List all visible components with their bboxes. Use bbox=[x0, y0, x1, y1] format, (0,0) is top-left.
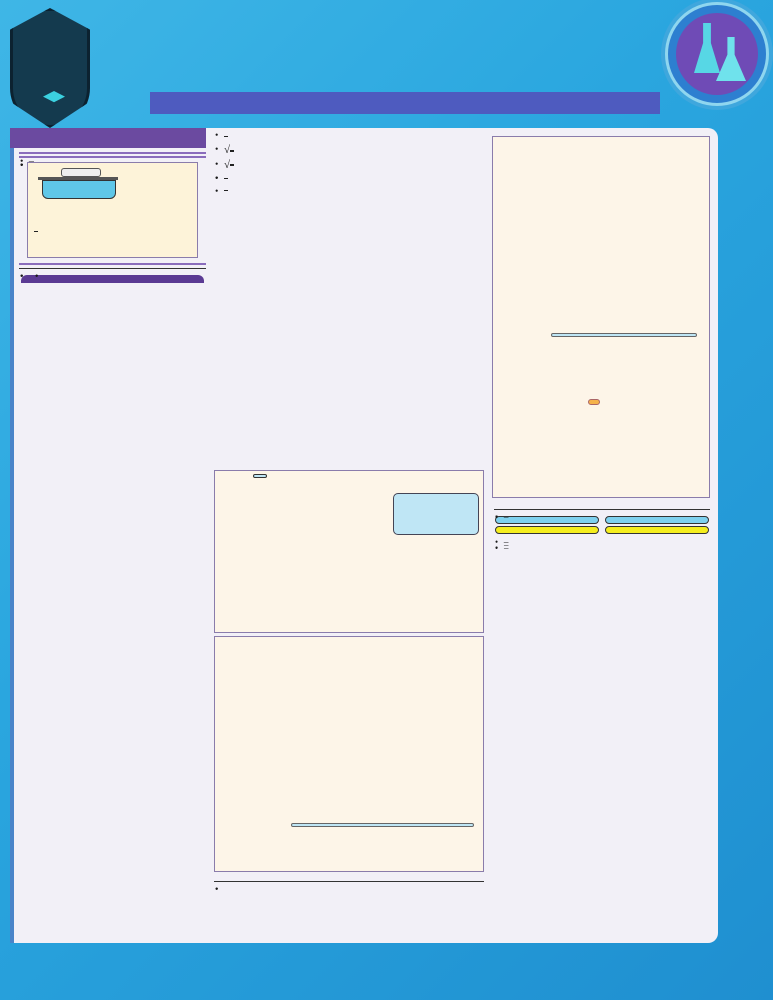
heading-hypothesis-tests bbox=[494, 509, 710, 510]
null-accepted-box bbox=[605, 516, 709, 524]
heading-sample-vs-population bbox=[19, 268, 206, 269]
column-formulas bbox=[206, 128, 490, 943]
pdf-callout bbox=[588, 399, 600, 405]
equation-sd-population: √ bbox=[214, 144, 490, 157]
grubbs-formula bbox=[494, 537, 710, 543]
subheading-fundamentals bbox=[19, 263, 206, 265]
graduation-cap-icon bbox=[43, 91, 65, 105]
column-hypothesis bbox=[490, 128, 718, 943]
histogram-pill-label bbox=[253, 474, 267, 478]
type-1-error-box bbox=[495, 526, 599, 534]
type-2-error-box bbox=[605, 526, 709, 534]
histogram-by-bin-chart bbox=[214, 470, 484, 633]
equation-sd-sample: √ bbox=[214, 159, 490, 172]
stats-box bbox=[393, 493, 479, 535]
subtitle-banner bbox=[150, 92, 660, 114]
quickstudy-badge-logo bbox=[10, 8, 90, 128]
subheading-metrology bbox=[19, 152, 206, 154]
flask-emblem-icon bbox=[665, 2, 769, 106]
z-and-gaussian-figure bbox=[492, 136, 710, 498]
scale-display bbox=[42, 180, 116, 199]
range-table bbox=[291, 823, 474, 827]
equation-ci bbox=[214, 173, 490, 185]
section-title-measurement-science bbox=[10, 128, 215, 148]
hypothesis-section bbox=[494, 506, 710, 543]
scale-pan-icon bbox=[61, 168, 101, 177]
heading-normal-distribution bbox=[214, 881, 484, 882]
decision-results bbox=[494, 516, 710, 524]
flask-icon bbox=[694, 23, 720, 73]
null-rejected-box bbox=[495, 516, 599, 524]
column-measurement-science bbox=[10, 128, 206, 943]
range-table bbox=[551, 333, 697, 337]
equation-z bbox=[214, 186, 490, 198]
equation-mean bbox=[214, 130, 490, 143]
decision-errors bbox=[494, 526, 710, 534]
uncertainty-figure bbox=[27, 162, 198, 258]
formulas-list bbox=[214, 130, 490, 197]
relative-uncertainty-eq bbox=[32, 231, 40, 232]
subheading-uncertainty bbox=[19, 156, 206, 158]
histogram-by-z-chart bbox=[214, 636, 484, 872]
header bbox=[0, 0, 773, 128]
tip-box bbox=[21, 275, 204, 283]
flask-icon bbox=[716, 37, 746, 81]
normal-distribution-section bbox=[214, 878, 484, 884]
flask-circle bbox=[676, 13, 758, 95]
